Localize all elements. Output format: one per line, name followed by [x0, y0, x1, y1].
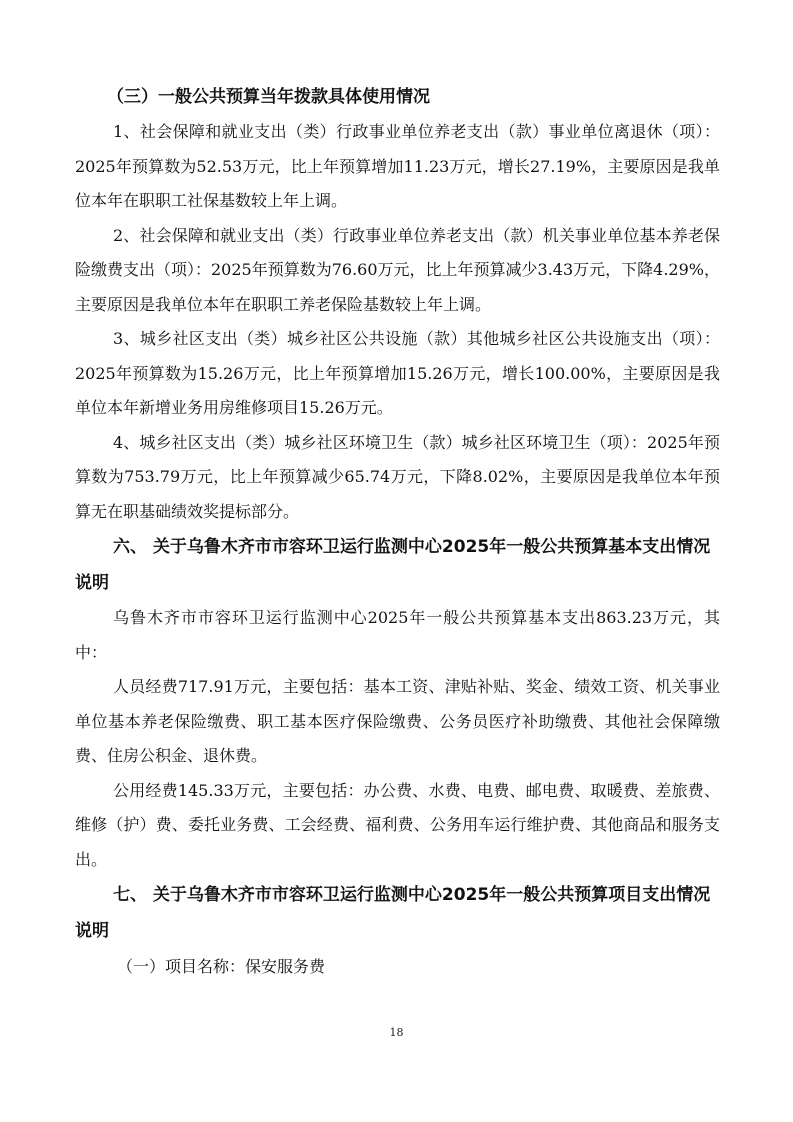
page-content [75, 80, 720, 985]
item-1-paragraph: 1、社会保障和就业支出（类）行政事业单位养老支出（款）事业单位离退休（项）：2025年预算数为52.53万元，比上年预算增加11.23万元，增长27.19%，主要原因是我单位本年在职职工社保基数较上年上调。 [75, 122, 720, 210]
page-number: 18 [389, 1026, 404, 1039]
basic-expenditure-paragraph: 乌鲁木齐市市容环卫运行监测中心2025年一般公共预算基本支出863.23万元，其中： [75, 608, 720, 662]
personnel-cost-paragraph: 人员经费717.91万元，主要包括：基本工资、津贴补贴、奖金、绩效工资、机关事业单位基本养老保险缴费、职工基本医疗保险缴费、公务员医疗补助缴费、其他社会保障缴费、住房公积金、退休费。 [75, 677, 720, 765]
section-7-heading: 七、 关于乌鲁木齐市市容环卫运行监测中心2025年一般公共预算项目支出情况说明 [75, 885, 711, 941]
item-3-paragraph: 3、城乡社区支出（类）城乡社区公共设施（款）其他城乡社区公共设施支出（项）：2025年预算数为15.26万元，比上年预算增加15.26万元，增长100.00%，主要原因是我单位本年新增业务用房维修项目15.26万元。 [75, 329, 720, 417]
item-2-paragraph: 2、社会保障和就业支出（类）行政事业单位养老支出（款）机关事业单位基本养老保险缴费支出（项）：2025年预算数为76.60万元，比上年预算减少3.43万元，下降4.29%，主要原因是我单位本年在职职工养老保险基数较上年上调。 [75, 225, 720, 314]
public-cost-paragraph: 公用经费145.33万元，主要包括：办公费、水费、电费、邮电费、取暖费、差旅费、维修（护）费、委托业务费、工会经费、福利费、公务用车运行维护费、其他商品和服务支出。 [75, 780, 720, 869]
section-3-heading: （三）一般公共预算当年拨款具体使用情况 [107, 87, 430, 107]
project-name-line: （一）项目名称：保安服务费 [117, 957, 326, 976]
section-6-heading: 六、 关于乌鲁木齐市市容环卫运行监测中心2025年一般公共预算基本支出情况说明 [75, 537, 711, 593]
item-4-paragraph: 4、城乡社区支出（类）城乡社区环境卫生（款）城乡社区环境卫生（项）：2025年预算数为753.79万元，比上年预算减少65.74万元，下降8.02%，主要原因是我单位本年预算无在职基础绩效奖提标部分。 [75, 432, 720, 521]
